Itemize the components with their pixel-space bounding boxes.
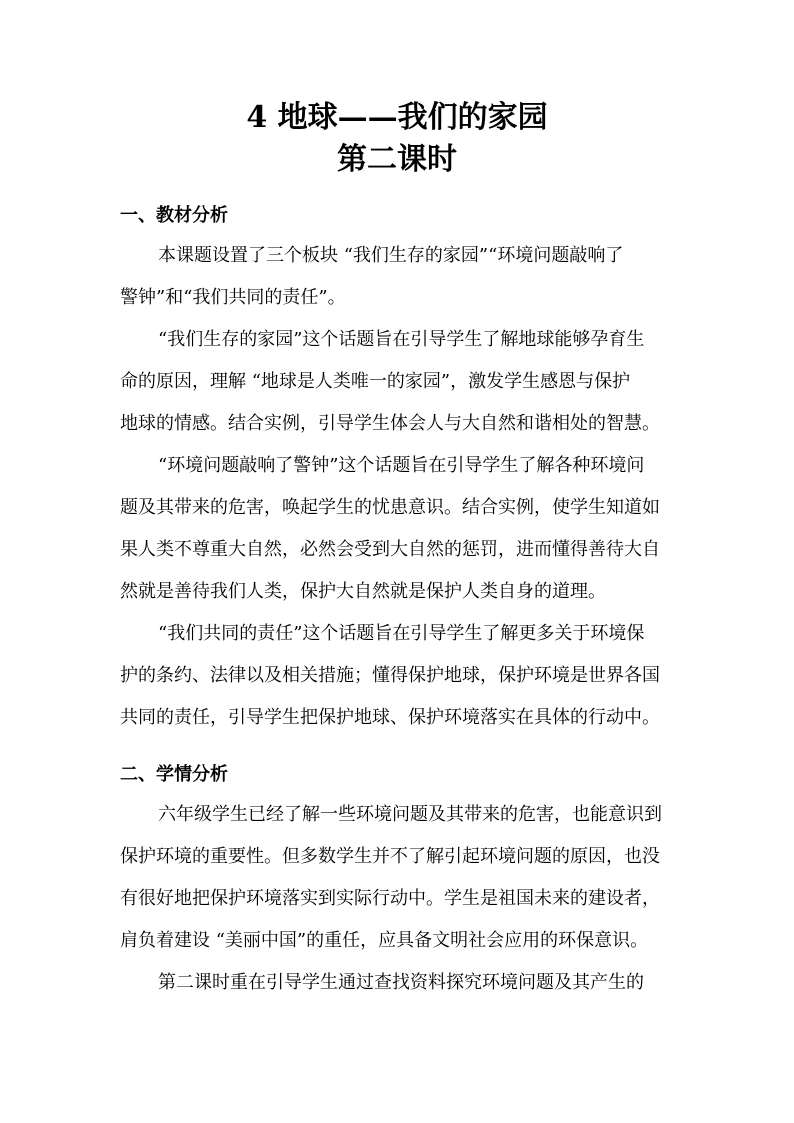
paragraph-line: 保护环境的重要性。但多数学生并不了解引起环境问题的原因，也没 xyxy=(120,846,660,867)
paragraph-line: 护的条约、法律以及相关措施；懂得保护地球，保护环境是世界各国 xyxy=(120,665,660,686)
paragraph-line: 警钟”和“我们共同的责任”。 xyxy=(120,287,346,308)
paragraph-line: 然就是善待我们人类，保护大自然就是保护人类自身的道理。 xyxy=(120,581,606,602)
paragraph-line: 地球的情感。结合实例，引导学生体会人与大自然和谐相处的智慧。 xyxy=(120,413,660,434)
paragraph-line: 有很好地把保护环境落实到实际行动中。学生是祖国未来的建设者， xyxy=(120,888,660,909)
paragraph-line: 果人类不尊重大自然，必然会受到大自然的惩罚，进而懂得善待大自 xyxy=(120,539,660,560)
document-title: 4 地球——我们的家园 xyxy=(246,100,548,135)
section-heading-student-analysis: 二、学情分析 xyxy=(120,764,228,785)
paragraph-line: “我们共同的责任”这个话题旨在引导学生了解更多关于环境保 xyxy=(158,623,645,644)
document-subtitle: 第二课时 xyxy=(337,142,457,177)
paragraph-line: 题及其带来的危害，唤起学生的忧患意识。结合实例，使学生知道如 xyxy=(120,497,660,518)
paragraph-line: 共同的责任，引导学生把保护地球、保护环境落实在具体的行动中。 xyxy=(120,707,660,728)
paragraph-line: 六年级学生已经了解一些环境问题及其带来的危害，也能意识到 xyxy=(158,804,662,825)
paragraph-line: 肩负着建设 “美丽中国”的重任，应具备文明社会应用的环保意识。 xyxy=(120,930,649,951)
paragraph-line: 命的原因，理解 “地球是人类唯一的家园”，激发学生感恩与保护 xyxy=(120,371,631,392)
paragraph-line: 第二课时重在引导学生通过查找资料探究环境问题及其产生的 xyxy=(158,972,644,993)
paragraph-line: “我们生存的家园”这个话题旨在引导学生了解地球能够孕育生 xyxy=(158,329,645,350)
paragraph-line: “环境问题敲响了警钟”这个话题旨在引导学生了解各种环境问 xyxy=(158,455,645,476)
section-heading-textbook-analysis: 一、教材分析 xyxy=(120,205,228,226)
paragraph-line: 本课题设置了三个板块 “我们生存的家园”“环境问题敲响了 xyxy=(158,245,624,266)
